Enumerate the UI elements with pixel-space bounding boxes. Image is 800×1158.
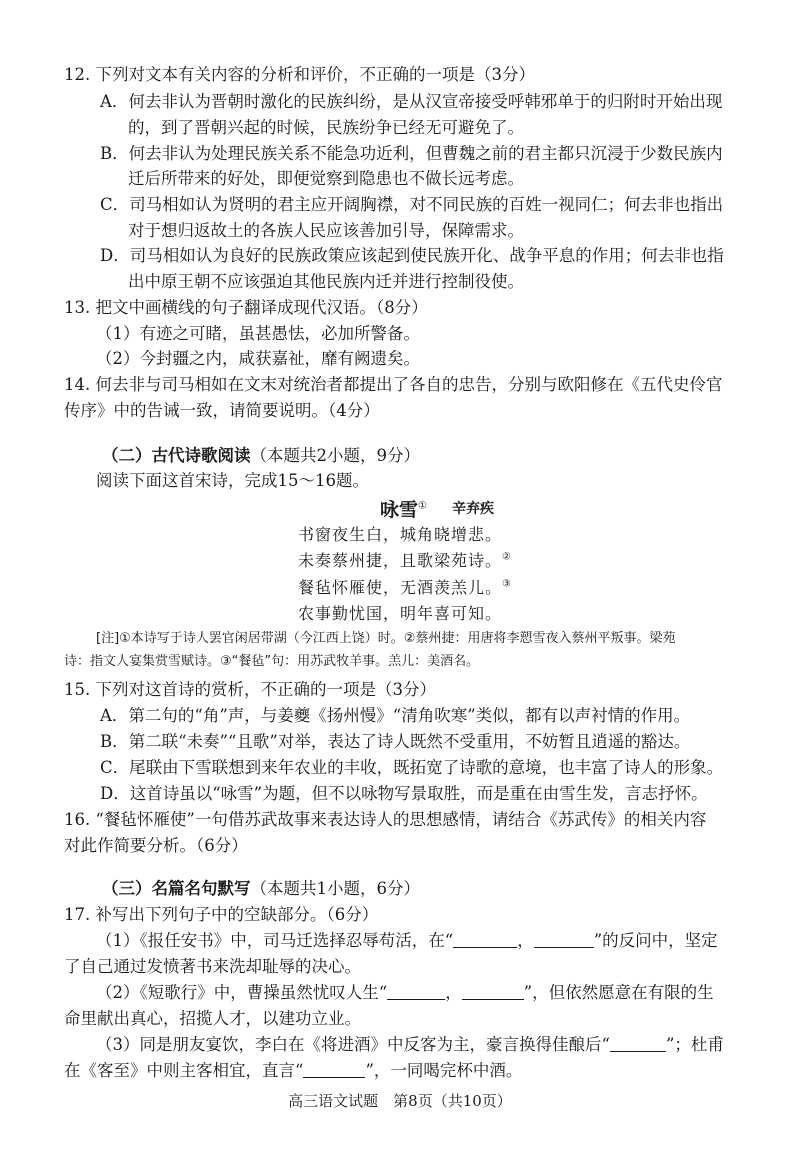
q17-item-3-cont <box>64 1058 522 1084</box>
section-2-title-note: （本题共2小题，9分） <box>250 446 420 465</box>
section-2-heading <box>102 443 420 469</box>
q17-item-2-cont: 命里献出真心，招揽人才，以建功立业。 <box>64 1009 361 1028</box>
q12-option-a-cont: 的，到了晋朝兴起的时候，民族纷争已经无可避免了。 <box>128 118 524 137</box>
poem-line-3-text: 餐毡怀雁使，无酒羡羔儿。 <box>298 578 503 597</box>
q17-item-1-cont: 了自己通过发愤著书来洗却耻辱的决心。 <box>64 957 361 976</box>
poem-line-2 <box>298 548 512 571</box>
q13-stem: 13. 把文中画横线的句子翻译成现代汉语。（8分） <box>64 298 428 317</box>
q17-item-1-sep: ， <box>517 931 534 950</box>
q14-line-1: 14. 何去非与司马相如在文末对统治者都提出了各自的忠告，分别与欧阳修在《五代史伶官 <box>64 375 723 394</box>
q17-item-3-text-a: （3）同是朋友宴饮，李白在《将进酒》中反客为主，豪言换得佳酿后“ <box>96 1035 610 1054</box>
section-3-title-note: （本题共1小题，6分） <box>250 879 420 898</box>
q17-item-2-text-b: ”，但依然愿意在有限的生 <box>523 983 714 1002</box>
q15-option-a: A．第二句的“角”声，与姜夔《扬州慢》“清角吹寒”类似，都有以声衬情的作用。 <box>100 706 691 725</box>
q13-sentence-2: （2）今封疆之内，咸获嘉祉，靡有阙遗矣。 <box>96 349 420 368</box>
q12-stem: 12. 下列对文本有关内容的分析和评价，不正确的一项是（3分） <box>64 65 535 84</box>
poem-title-mark: ① <box>418 500 427 512</box>
poem-line-2-text: 未奏蔡州捷，且歌梁苑诗。 <box>298 551 503 570</box>
q17-item-3-blank-2[interactable] <box>303 1059 365 1078</box>
q16-line-2: 对此作简要分析。（6分） <box>64 836 248 855</box>
poem-note-line-1: [注]①本诗写于诗人罢官闲居带湖（今江西上饶）时。②蔡州捷：用唐将李愬雪夜入蔡州平叛事。梁苑 <box>96 631 676 646</box>
q17-item-1-text-a: （1）《报任安书》中，司马迁选择忍辱苟活，在“ <box>96 931 454 950</box>
section-2-title: （二）古代诗歌阅读 <box>102 446 251 465</box>
q17-item-3-text-c: 在《客至》中则主客相宜，直言“ <box>64 1061 304 1080</box>
q17-item-1-blank-1[interactable] <box>453 929 517 948</box>
poem-line-4: 农事勤忧国，明年喜可知。 <box>298 604 503 623</box>
poem-line-3-mark: ③ <box>502 578 512 590</box>
section-3-title: （三）名篇名句默写 <box>102 879 251 898</box>
q17-item-2-blank-2[interactable] <box>462 981 524 1000</box>
q17-item-3 <box>96 1032 724 1058</box>
q12-option-d: D．司马相如认为良好的民族政策应该起到使民族开化、战争平息的作用；何去非也指 <box>100 246 724 265</box>
poem-author: 辛弃疾 <box>452 501 494 517</box>
q12-option-c-cont: 对于想归返故土的各族人民应该善加引导，保障需求。 <box>128 221 524 240</box>
poem-title-text: 咏雪 <box>380 499 419 521</box>
q17-item-2-sep: ， <box>445 983 462 1002</box>
q15-option-c: C．尾联由下雪联想到来年农业的丰收，既拓宽了诗歌的意境，也丰富了诗人的形象。 <box>100 758 724 777</box>
section-3-heading <box>102 876 420 902</box>
q15-option-b: B．第二联“未奏”“且歌”对举，表达了诗人既然不受重用，不妨暂且逍遥的豁达。 <box>100 732 691 751</box>
q12-option-b: B．何去非认为处理民族关系不能急功近利，但曹魏之前的君主都只沉浸于少数民族内 <box>100 144 723 163</box>
q17-item-2-blank-1[interactable] <box>387 981 445 1000</box>
q12-option-c: C．司马相如认为贤明的君主应开阔胸襟，对不同民族的百姓一视同仁；何去非也指出 <box>100 195 724 214</box>
poem-title <box>380 495 427 522</box>
q14-line-2: 传序》中的告诫一致，请简要说明。（4分） <box>64 401 380 420</box>
q17-item-2 <box>96 980 714 1006</box>
q16-line-1: 16. “餐毡怀雁使”一句借苏武故事来表达诗人的思想感情，请结合《苏武传》的相关内容 <box>64 810 707 829</box>
q17-stem: 17. 补写出下列句子中的空缺部分。（6分） <box>64 905 379 924</box>
q17-item-2-text-a: （2）《短歌行》中，曹操虽然忧叹人生“ <box>96 983 388 1002</box>
q12-option-d-cont: 出中原王朝不应该强迫其他民族内迁并进行控制役使。 <box>128 272 524 291</box>
q12-option-b-cont: 迁后所带来的好处，即便觉察到隐患也不做长远考虑。 <box>128 169 524 188</box>
q15-stem: 15. 下列对这首诗的赏析，不正确的一项是（3分） <box>64 680 436 699</box>
q17-item-3-blank-1[interactable] <box>610 1033 666 1052</box>
q17-item-1-blank-2[interactable] <box>534 929 594 948</box>
q17-item-1 <box>96 928 718 954</box>
q13-sentence-1: （1）有迹之可睹，虽甚愚怯，必加所警备。 <box>96 324 420 343</box>
poem-note-line-2: 诗：指文人宴集赏雪赋诗。③“餐毡”句：用苏武牧羊事。羔儿：美酒名。 <box>64 654 480 669</box>
page-footer: 高三语文试题 第8页（共10页） <box>288 1092 512 1110</box>
q12-option-a: A．何去非认为晋朝时激化的民族纠纷，是从汉宣帝接受呼韩邪单于的归附时开始出现 <box>100 92 723 111</box>
q15-option-d: D．这首诗虽以“咏雪”为题，但不以咏物写景取胜，而是重在由雪生发，言志抒怀。 <box>100 784 708 803</box>
section-2-intro: 阅读下面这首宋诗，完成15～16题。 <box>96 471 369 490</box>
poem-line-1: 书窗夜生白，城角晓增悲。 <box>298 525 503 544</box>
q17-item-3-text-d: ”，一同喝完杯中酒。 <box>365 1061 523 1080</box>
q17-item-1-text-b: ”的反问中，坚定 <box>593 931 718 950</box>
poem-line-2-mark: ② <box>502 551 512 563</box>
poem-line-3 <box>298 575 512 598</box>
q17-item-3-text-b: ”；杜甫 <box>665 1035 724 1054</box>
